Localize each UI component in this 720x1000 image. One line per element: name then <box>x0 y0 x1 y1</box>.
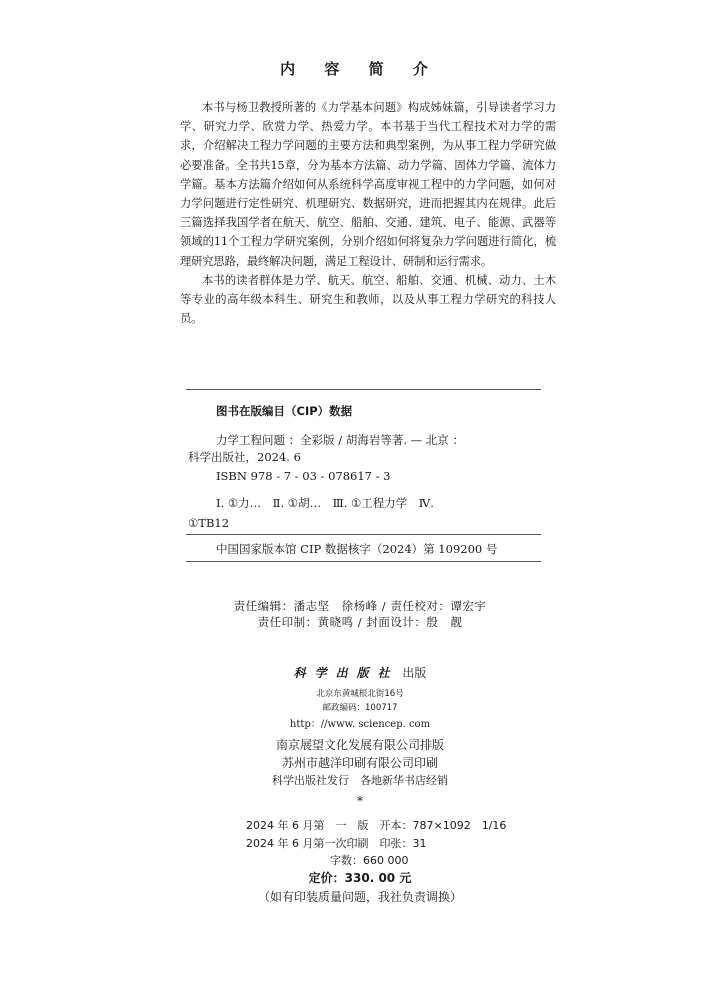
publisher-line <box>0 664 720 681</box>
typesetter-line: 南京展望文化发展有限公司排版 <box>275 738 444 752</box>
price: 定价：330. 00 元 <box>308 871 412 885</box>
distributor-line: 科学出版社发行 各地新华书店经销 <box>272 774 448 787</box>
production-line: 责任印制：黄晓鸣 / 封面设计：殷 靓 <box>257 615 463 629</box>
cip-record-number: 中国国家版本馆 CIP 数据核字（2024）第 109200 号 <box>216 542 498 556</box>
cip-publisher-line: 科学出版社，2024. 6 <box>188 450 301 464</box>
intro-paragraph-2: 本书的读者群体是力学、航天、航空、船舶、交通、机械、动力、土木等专业的高年级本科生、研究生和教师，以及从事工程力学研究的科技人员。 <box>180 273 556 326</box>
cip-top-divider <box>186 389 541 390</box>
page-title: 内 容 简 介 <box>280 60 440 78</box>
printing-info: 2024 年 6 月第一次印刷 印张：31 <box>246 837 427 850</box>
cip-classification: Ⅰ. ①力… Ⅱ. ①胡… Ⅲ. ①工程力学 Ⅳ. <box>216 496 434 510</box>
intro-paragraph-1: 本书与杨卫教授所著的《力学基本问题》构成姊妹篇，引导读者学习力学、研究力学、欣赏力学、热爱力学。本书基于当代工程技术对力学的需求，介绍解决工程力学问题的主要方法和典型案例，为从事工程力学研究做必要准备。全书共15章，分为基本方法篇、动力学篇、固体力学篇、流体力学篇。基本方法篇介绍如何从系统科学高度审视工程中的力学问题，如何对力学问题进行定性研究、机理研究、数据研究，进而把握其内在规律。此后三篇选择我国学者在航天、航空、船舶、交通、建筑、电子、能源、武器等领域的11个工程力学研究案例，分别介绍如何将复杂力学问题进行简化，梳理研究思路，最终解决问题，满足工程设计、研制和运行需求。 <box>180 101 556 268</box>
editors-line: 责任编辑：潘志坚 徐杨峰 / 责任校对：谭宏宇 <box>233 599 487 613</box>
publisher-logo: 科学出版社 <box>293 666 399 680</box>
publisher-suffix: 出版 <box>402 666 427 680</box>
cip-middle-divider <box>186 534 541 535</box>
cip-classification-cont: ①TB12 <box>188 516 230 530</box>
publisher-website: http：//www. sciencep. com <box>289 719 431 730</box>
publisher-address: 北京东黄城根北街16号 <box>316 689 404 699</box>
printer-line: 苏州市越洋印刷有限公司印刷 <box>281 756 438 770</box>
edition-info: 2024 年 6 月第 一 版 开本：787×1092 1/16 <box>246 819 507 832</box>
cip-bottom-divider <box>186 561 541 562</box>
separator-asterisk: * <box>357 794 363 808</box>
cip-heading: 图书在版编目（CIP）数据 <box>216 404 353 418</box>
word-count: 字数：660 000 <box>330 854 409 867</box>
publisher-postcode: 邮政编码：100717 <box>322 703 398 713</box>
cip-title-line: 力学工程问题 ：全彩版 / 胡海岩等著. — 北京 ： <box>216 433 464 447</box>
intro-text <box>180 98 556 328</box>
quality-notice: （如有印装质量问题，我社负责调换） <box>257 890 462 904</box>
cip-isbn: ISBN 978 - 7 - 03 - 078617 - 3 <box>216 469 391 483</box>
